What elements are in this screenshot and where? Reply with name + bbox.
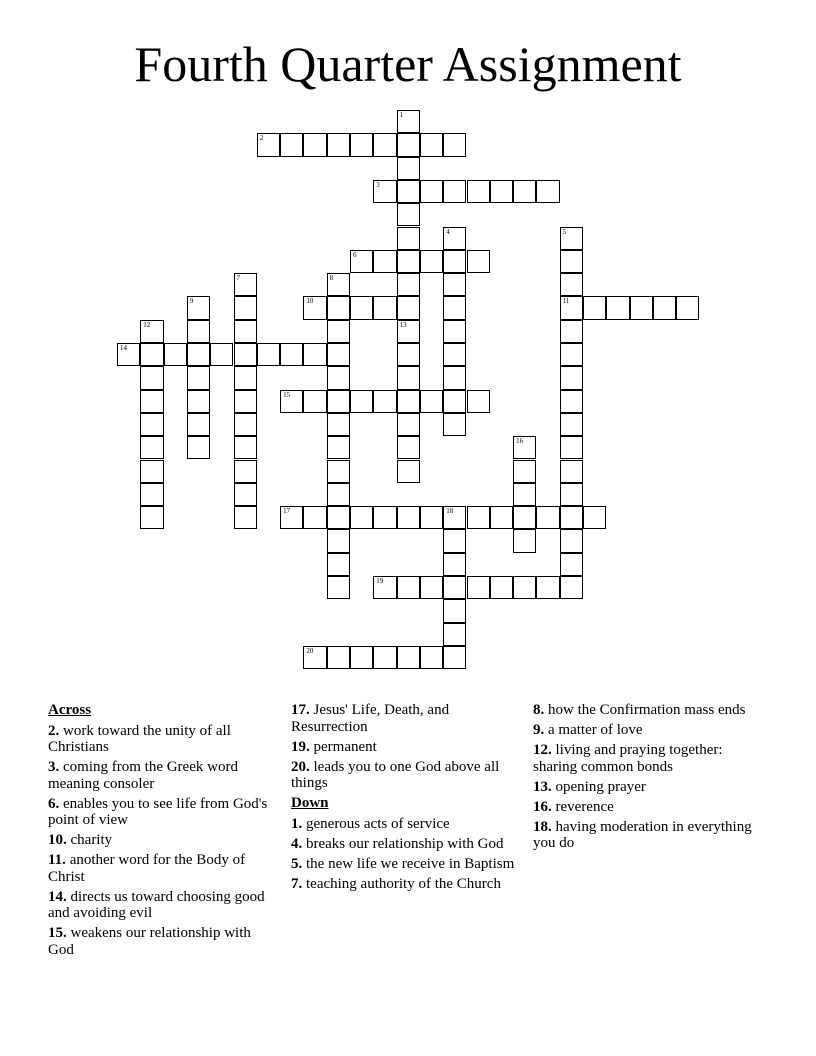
grid-cell[interactable] (187, 413, 210, 436)
grid-cell[interactable] (303, 343, 326, 366)
grid-cell[interactable] (327, 133, 350, 156)
grid-cell[interactable] (420, 390, 443, 413)
grid-cell[interactable] (327, 390, 350, 413)
clue-number: 17 (283, 507, 291, 516)
grid-cell[interactable] (536, 506, 559, 529)
grid-cell[interactable] (536, 576, 559, 599)
grid-cell[interactable] (140, 390, 163, 413)
grid-cell[interactable] (327, 273, 350, 296)
grid-cell[interactable] (560, 227, 583, 250)
clue-down-4: 4. breaks our relationship with God (291, 835, 504, 852)
clues-column-3 (533, 702, 758, 855)
grid-cell[interactable] (490, 506, 513, 529)
grid-cell[interactable] (560, 296, 583, 319)
grid-cell[interactable] (397, 646, 420, 669)
grid-cell[interactable] (187, 296, 210, 319)
grid-cell[interactable] (560, 390, 583, 413)
grid-cell[interactable] (443, 273, 466, 296)
grid-cell[interactable] (187, 366, 210, 389)
grid-cell[interactable] (420, 180, 443, 203)
grid-cell[interactable] (234, 273, 257, 296)
grid-cell[interactable] (560, 366, 583, 389)
grid-cell[interactable] (140, 483, 163, 506)
grid-cell[interactable] (397, 343, 420, 366)
grid-cell[interactable] (210, 343, 233, 366)
clue-across-10: 10. charity (48, 832, 113, 848)
grid-cell[interactable] (140, 436, 163, 459)
clue-across-15: 15. weakens our relationship with God (48, 925, 251, 958)
clue-number: 4 (446, 227, 450, 236)
clue-number: 18 (446, 507, 454, 516)
grid-cell[interactable] (560, 343, 583, 366)
grid-cell[interactable] (234, 296, 257, 319)
grid-cell[interactable] (397, 203, 420, 226)
grid-cell[interactable] (560, 460, 583, 483)
grid-cell[interactable] (327, 529, 350, 552)
grid-cell[interactable] (397, 250, 420, 273)
grid-cell[interactable] (560, 553, 583, 576)
grid-cell[interactable] (397, 390, 420, 413)
grid-cell[interactable] (560, 436, 583, 459)
grid-cell[interactable] (187, 320, 210, 343)
clue-number: 13 (399, 320, 407, 329)
grid-cell[interactable] (420, 133, 443, 156)
clue-across-2: 2. work toward the unity of all Christians (48, 722, 231, 755)
clue-number: 1 (399, 111, 404, 119)
grid-cell[interactable] (606, 296, 629, 319)
grid-cell[interactable] (327, 553, 350, 576)
clue-down-1: 1. generous acts of service (291, 815, 450, 832)
grid-cell[interactable] (327, 483, 350, 506)
clue-number: 9 (189, 297, 194, 306)
clue-number: 16 (516, 437, 524, 446)
grid-cell[interactable] (373, 250, 396, 273)
grid-cell[interactable] (560, 250, 583, 273)
grid-cell[interactable] (513, 180, 536, 203)
clue-number: 20 (306, 646, 314, 655)
grid-cell[interactable] (140, 460, 163, 483)
grid-cell[interactable] (140, 320, 163, 343)
grid-cell[interactable] (327, 343, 350, 366)
grid-cell[interactable] (443, 320, 466, 343)
grid-cell[interactable] (187, 436, 210, 459)
grid-cell[interactable] (397, 366, 420, 389)
grid-cell[interactable] (467, 576, 490, 599)
grid-cell[interactable] (443, 529, 466, 552)
grid-cell[interactable] (280, 506, 303, 529)
clue-down-13: 13. opening prayer (533, 778, 646, 795)
grid-cell[interactable] (443, 506, 466, 529)
clues-column-1 (48, 702, 273, 962)
grid-cell[interactable] (513, 529, 536, 552)
grid-cell[interactable] (630, 296, 653, 319)
grid-cell[interactable] (373, 296, 396, 319)
grid-cell[interactable] (467, 180, 490, 203)
grid-cell[interactable] (397, 273, 420, 296)
grid-cell[interactable] (490, 180, 513, 203)
grid-cell[interactable] (280, 133, 303, 156)
grid-cell[interactable] (560, 529, 583, 552)
grid-cell[interactable] (257, 133, 280, 156)
grid-cell[interactable] (467, 506, 490, 529)
grid-cell[interactable] (234, 436, 257, 459)
clue-down-8: 8. how the Confirmation mass ends (533, 702, 746, 718)
grid-cell[interactable] (490, 576, 513, 599)
clue-down-18: 18. having moderation in everything you do (533, 818, 752, 851)
grid-cell[interactable] (443, 576, 466, 599)
grid-cell[interactable] (420, 250, 443, 273)
grid-cell[interactable] (397, 180, 420, 203)
grid-cell[interactable] (234, 460, 257, 483)
grid-cell[interactable] (350, 296, 373, 319)
page-title: Fourth Quarter Assignment (134, 36, 682, 92)
grid-cell[interactable] (327, 413, 350, 436)
clue-number: 2 (259, 134, 264, 143)
grid-cell[interactable] (420, 506, 443, 529)
clue-down-7: 7. teaching authority of the Church (291, 875, 501, 892)
clue-down-12: 12. living and praying together: sharing common bonds (533, 742, 723, 775)
grid-cell[interactable] (350, 646, 373, 669)
grid-cell[interactable] (397, 460, 420, 483)
grid-cell[interactable] (117, 343, 140, 366)
grid-cell[interactable] (513, 460, 536, 483)
grid-cell[interactable] (303, 296, 326, 319)
across-heading: Across (48, 702, 92, 718)
grid-cell[interactable] (560, 506, 583, 529)
clue-number: 6 (353, 250, 357, 259)
clues-column-2 (291, 702, 516, 896)
grid-cell[interactable] (653, 296, 676, 319)
grid-cell[interactable] (467, 250, 490, 273)
grid-cell[interactable] (140, 413, 163, 436)
clue-number: 5 (562, 227, 567, 236)
grid-cell[interactable] (327, 320, 350, 343)
grid-cell[interactable] (303, 390, 326, 413)
clue-number: 14 (120, 344, 127, 352)
grid-cell[interactable] (373, 576, 396, 599)
grid-cell[interactable] (350, 506, 373, 529)
grid-cell[interactable] (560, 483, 583, 506)
grid-cell[interactable] (443, 180, 466, 203)
grid-cell[interactable] (397, 320, 420, 343)
grid-cell[interactable] (443, 599, 466, 622)
clue-across-11: 11. another word for the Body of Christ (48, 852, 246, 885)
grid-cell[interactable] (234, 506, 257, 529)
grid-cell[interactable] (140, 506, 163, 529)
clue-number: 7 (236, 274, 240, 283)
grid-cell[interactable] (257, 343, 280, 366)
grid-cell[interactable] (583, 296, 606, 319)
clue-number: 8 (329, 274, 334, 283)
grid-cell[interactable] (397, 296, 420, 319)
grid-cell[interactable] (373, 390, 396, 413)
clue-number: 3 (376, 180, 380, 189)
grid-cell[interactable] (443, 646, 466, 669)
grid-cell[interactable] (513, 483, 536, 506)
down-heading: Down (291, 795, 329, 811)
grid-cell[interactable] (513, 436, 536, 459)
grid-cell[interactable] (536, 180, 559, 203)
clue-across-20: 20. leads you to one God above all things (291, 758, 500, 791)
grid-cell[interactable] (397, 133, 420, 156)
grid-cell[interactable] (350, 133, 373, 156)
clue-down-9: 9. a matter of love (533, 722, 643, 738)
clue-number: 15 (283, 390, 291, 399)
grid-cell[interactable] (234, 343, 257, 366)
clue-number: 10 (306, 297, 314, 306)
grid-cell[interactable] (397, 436, 420, 459)
grid-cell[interactable] (140, 343, 163, 366)
grid-cell[interactable] (327, 576, 350, 599)
grid-cell[interactable] (350, 390, 373, 413)
grid-cell[interactable] (397, 110, 420, 133)
grid-cell[interactable] (513, 506, 536, 529)
grid-cell[interactable] (140, 366, 163, 389)
grid-cell[interactable] (303, 646, 326, 669)
grid-cell[interactable] (397, 576, 420, 599)
grid-cell[interactable] (373, 133, 396, 156)
grid-cell[interactable] (164, 343, 187, 366)
grid-cell[interactable] (467, 390, 490, 413)
grid-cell[interactable] (327, 366, 350, 389)
grid-cell[interactable] (303, 133, 326, 156)
grid-cell[interactable] (443, 343, 466, 366)
grid-cell[interactable] (676, 296, 699, 319)
grid-cell[interactable] (303, 506, 326, 529)
clue-number: 11 (562, 297, 570, 306)
clue-across-17: 17. Jesus' Life, Death, and Resurrection (291, 702, 450, 735)
grid-cell[interactable] (420, 646, 443, 669)
grid-cell[interactable] (234, 320, 257, 343)
grid-cell[interactable] (443, 227, 466, 250)
clue-down-16: 16. reverence (533, 798, 614, 815)
grid-cell[interactable] (373, 646, 396, 669)
grid-cell[interactable] (560, 320, 583, 343)
clue-number: 12 (143, 320, 151, 329)
grid-cell[interactable] (560, 273, 583, 296)
grid-cell[interactable] (397, 506, 420, 529)
grid-cell[interactable] (397, 413, 420, 436)
grid-cell[interactable] (327, 506, 350, 529)
clue-number: 19 (376, 577, 384, 585)
grid-cell[interactable] (583, 506, 606, 529)
clue-across-3: 3. coming from the Greek word meaning consoler (48, 759, 238, 792)
clue-across-6: 6. enables you to see life from God's point of view (48, 795, 268, 828)
grid-cell[interactable] (234, 413, 257, 436)
grid-cell[interactable] (327, 460, 350, 483)
grid-cell[interactable] (187, 343, 210, 366)
grid-cell[interactable] (397, 157, 420, 180)
clue-across-14: 14. directs us toward choosing good and avoiding evil (48, 888, 265, 921)
grid-cell[interactable] (513, 576, 536, 599)
clue-down-5: 5. the new life we receive in Baptism (291, 855, 515, 872)
grid-cell[interactable] (443, 390, 466, 413)
grid-cell[interactable] (443, 133, 466, 156)
grid-cell[interactable] (234, 390, 257, 413)
grid-cell[interactable] (397, 227, 420, 250)
grid-cell[interactable] (443, 553, 466, 576)
grid-cell[interactable] (373, 506, 396, 529)
grid-cell[interactable] (280, 343, 303, 366)
grid-cell[interactable] (373, 180, 396, 203)
grid-cell[interactable] (443, 366, 466, 389)
grid-cell[interactable] (327, 296, 350, 319)
grid-cell[interactable] (187, 390, 210, 413)
grid-cell[interactable] (234, 366, 257, 389)
grid-cell[interactable] (560, 413, 583, 436)
grid-cell[interactable] (280, 390, 303, 413)
grid-cell[interactable] (327, 646, 350, 669)
grid-cell[interactable] (560, 576, 583, 599)
grid-cell[interactable] (234, 483, 257, 506)
grid-cell[interactable] (420, 576, 443, 599)
grid-cell[interactable] (350, 250, 373, 273)
clue-across-19: 19. permanent (291, 738, 377, 755)
grid-cell[interactable] (443, 623, 466, 646)
grid-cell[interactable] (327, 436, 350, 459)
grid-cell[interactable] (443, 296, 466, 319)
grid-cell[interactable] (443, 413, 466, 436)
grid-cell[interactable] (443, 250, 466, 273)
